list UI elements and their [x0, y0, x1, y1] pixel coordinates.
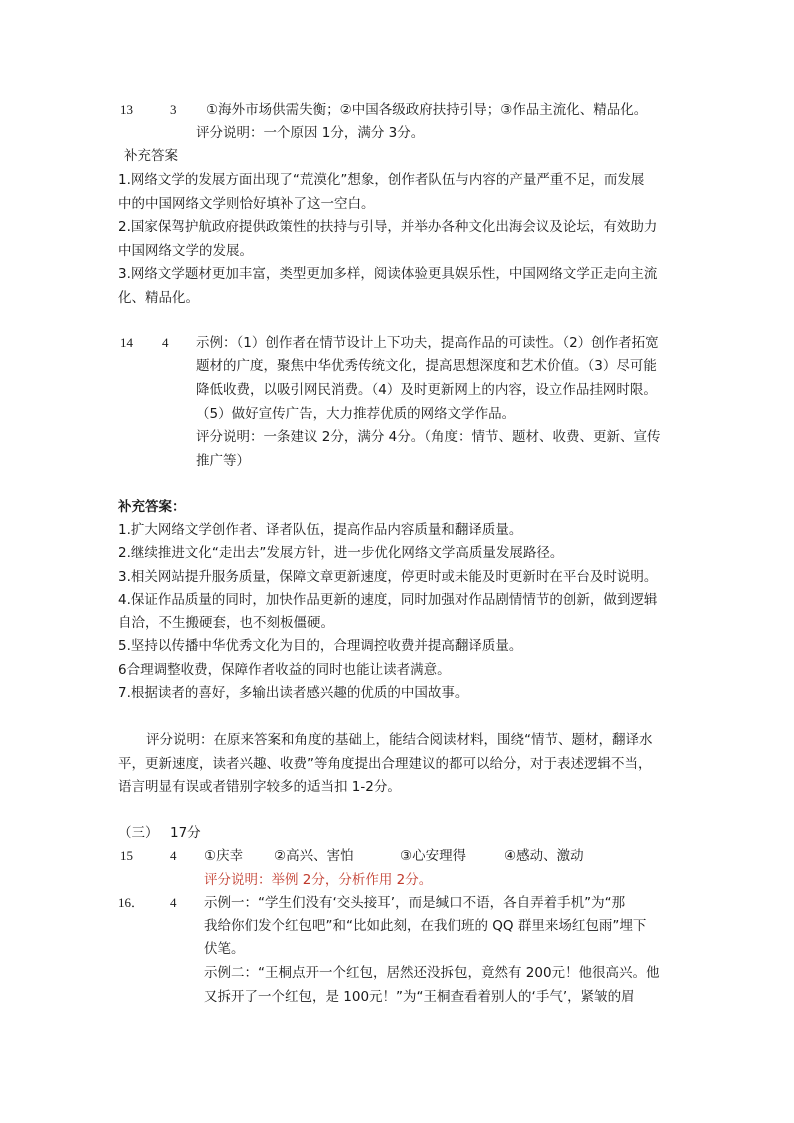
q13-score: 3 — [170, 102, 177, 117]
supplement-line: 中国网络文学的发展。 — [118, 243, 253, 259]
q16-line: 我给你们发个红包吧”和“比如此刻，在我们班的 QQ 群里来场红包雨”埋下 — [204, 918, 647, 934]
q13-answer: ①海外市场供需失衡；②中国各级政府扶持引导；③作品主流化、精品化。 — [206, 102, 648, 118]
supplement2-line: 自洽，不生搬硬套，也不刻板僵硬。 — [118, 615, 334, 631]
q16-line: 示例二：“王桐点开一个红包，居然还没拆包，竟然有 200元！他很高兴。他 — [204, 965, 660, 981]
q15-number: 15 — [120, 848, 133, 863]
scoring-note-line: 语言明显有误或者错别字较多的适当扣 1-2分。 — [118, 779, 401, 795]
q14-line: 题材的广度，聚焦中华优秀传统文化，提高思想深度和艺术价值。（3）尽可能 — [196, 358, 657, 374]
supplement2-line: 5.坚持以传播中华优秀文化为目的，合理调控收费并提高翻译质量。 — [118, 638, 523, 654]
supplement-line: 1.网络文学的发展方面出现了“荒漠化”想象，创作者队伍与内容的产量严重不足，而发展 — [118, 172, 645, 188]
supplement2-line: 7.根据读者的喜好，多输出读者感兴趣的优质的中国故事。 — [118, 685, 469, 701]
q15-option: ②高兴、害怕 — [274, 848, 354, 864]
q16-line: 伏笔。 — [204, 941, 245, 957]
supplement2-line: 6合理调整收费，保障作者收益的同时也能让读者满意。 — [118, 662, 451, 678]
supplement2-line: 2.继续推进文化“走出去”发展方针，进一步优化网络文学高质量发展路径。 — [118, 545, 564, 561]
q15-option: ③心安理得 — [400, 848, 467, 864]
q15-scoring-note: 评分说明：举例 2分，分析作用 2分。 — [204, 872, 433, 888]
supplement-line: 中的中国网络文学则恰好填补了这一空白。 — [118, 196, 375, 212]
q14-score: 4 — [162, 335, 169, 350]
q15-score: 4 — [170, 848, 177, 863]
q14-line: 降低收费，以吸引网民消费。（4）及时更新网上的内容，设立作品挂网时限。 — [196, 382, 657, 398]
q16-score: 4 — [170, 895, 177, 910]
scoring-note-line: 评分说明：在原来答案和角度的基础上，能结合阅读材料，围绕“情节、题材，翻译水 — [146, 732, 653, 748]
supplement-line: 2.国家保驾护航政府提供政策性的扶持与引导，并举办各种文化出海会议及论坛，有效助力 — [118, 219, 658, 235]
q16-line: 又拆开了一个红包，是 100元！”为“王桐查看着别人的‘手气’，紧皱的眉 — [204, 989, 635, 1005]
supplement-heading: 补充答案 — [124, 148, 178, 164]
supplement2-line: 4.保证作品质量的同时，加快作品更新的速度，同时加强对作品剧情情节的创新，做到逻辑 — [118, 592, 658, 608]
supplement2-line: 1.扩大网络文学创作者、译者队伍，提高作品内容质量和翻译质量。 — [118, 522, 523, 538]
q13-scoring-note: 评分说明：一个原因 1分，满分 3分。 — [196, 125, 425, 141]
q16-line: 示例一：“学生们没有‘交头接耳’，而是缄口不语，各自弄着手机”为“那 — [204, 895, 626, 911]
scoring-note-line: 平，更新速度，读者兴趣、收费”等角度提出合理建议的都可以给分，对于表述逻辑不当， — [118, 756, 652, 772]
supplement2-line: 3.相关网站提升服务质量，保障文章更新速度，停更时或未能及时更新时在平台及时说明。 — [118, 569, 658, 585]
q15-option: ④感动、激动 — [504, 848, 584, 864]
q14-line: 示例：（1）创作者在情节设计上下功夫，提高作品的可读性。（2）创作者拓宽 — [196, 335, 659, 351]
section-label: （三） — [118, 825, 159, 841]
supplement-line: 3.网络文学题材更加丰富，类型更加多样，阅读体验更具娱乐性，中国网络文学正走向主流 — [118, 266, 658, 282]
q14-line: （5）做好宣传广告，大力推荐优质的网络文学作品。 — [196, 406, 516, 422]
supplement2-heading: 补充答案： — [118, 499, 186, 515]
section-points: 17分 — [170, 825, 201, 841]
q14-scoring-note: 推广等） — [196, 453, 250, 469]
q14-number: 14 — [120, 335, 133, 350]
q13-number: 13 — [120, 102, 133, 117]
supplement-line: 化、精品化。 — [118, 290, 199, 306]
q14-scoring-note: 评分说明：一条建议 2分，满分 4分。（角度：情节、题材、收费、更新、宣传 — [196, 429, 661, 445]
q15-option: ①庆幸 — [204, 848, 244, 864]
q16-number: 16． — [118, 895, 145, 910]
